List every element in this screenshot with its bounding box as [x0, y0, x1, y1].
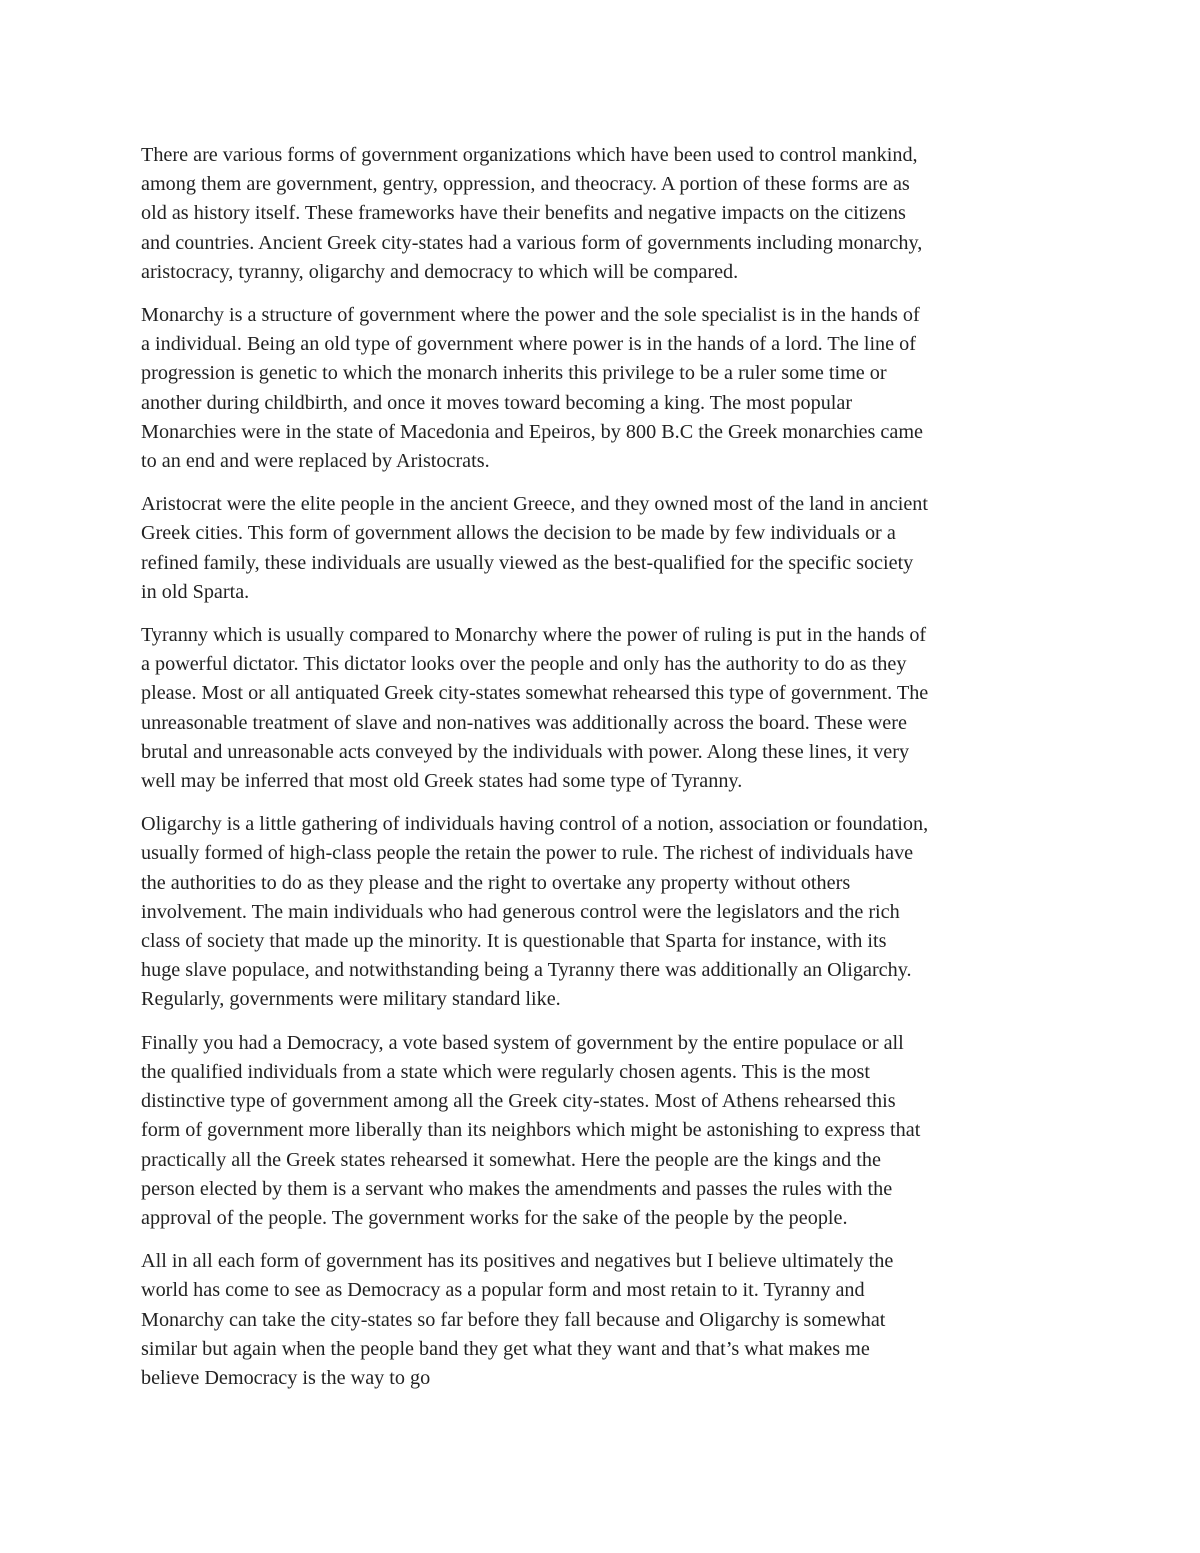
paragraph-oligarchy: Oligarchy is a little gathering of individuals having control of a notion, association or foundation, usually formed of high-class people the retain the power to rule. The richest of individuals have the authorities to do as they please and the right to overtake any property without others involvement. The main individuals who had generous control were the legislators and the rich class of society that made up the minority. It is questionable that Sparta for instance, with its huge slave populace, and notwithstanding being a Tyranny there was additionally an Oligarchy. Regularly, governments were military standard like.	[141, 813, 929, 1011]
document-body	[141, 141, 1066, 1407]
paragraph-monarchy: Monarchy is a structure of government where the power and the sole specialist is in the hands of a individual. Being an old type of government where power is in the hands of a lord. The line of progression is genetic to which the monarch inherits this privilege to be a ruler some time or another during childbirth, and once it moves toward becoming a king. The most popular Monarchies were in the state of Macedonia and Epeiros, by 800 B.C the Greek monarchies came to an end and were replaced by Aristocrats.	[141, 304, 923, 473]
paragraph-intro: There are various forms of government organizations which have been used to control mankind, among them are government, gentry, oppression, and theocracy. A portion of these forms are as old as history itself. These frameworks have their benefits and negative impacts on the citizens and countries. Ancient Greek city-states had a various form of governments including monarchy, aristocracy, tyranny, oligarchy and democracy to which will be compared.	[141, 144, 923, 283]
paragraph-aristocracy: Aristocrat were the elite people in the ancient Greece, and they owned most of the land in ancient Greek cities. This form of government allows the decision to be made by few individuals or a refined family, these individuals are usually viewed as the best-qualified for the specific society in old Sparta.	[141, 493, 929, 603]
paragraph-tyranny: Tyranny which is usually compared to Monarchy where the power of ruling is put in the hands of a powerful dictator. This dictator looks over the people and only has the authority to do as they please. Most or all antiquated Greek city-states somewhat rehearsed this type of government. The unreasonable treatment of slave and non-natives was additionally across the board. These were brutal and unreasonable acts conveyed by the individuals with power. Along these lines, it very well may be inferred that most old Greek states had some type of Tyranny.	[141, 624, 929, 793]
paragraph-democracy: Finally you had a Democracy, a vote based system of government by the entire populace or all the qualified individuals from a state which were regularly chosen agents. This is the most distinctive type of government among all the Greek city-states. Most of Athens rehearsed this form of government more liberally than its neighbors which might be astonishing to express that practically all the Greek states rehearsed it somewhat. Here the people are the kings and the person elected by them is a servant who makes the amendments and passes the rules with the approval of the people. The government works for the sake of the people by the people.	[141, 1031, 921, 1229]
paragraph-conclusion: All in all each form of government has its positives and negatives but I believe ultimately the world has come to see as Democracy as a popular form and most retain to it. Tyranny and Monarchy can take the city-states so far before they fall because and Oligarchy is somewhat similar but again when the people band they get what they want and that’s what makes me believe Democracy is the way to go	[141, 1250, 894, 1389]
